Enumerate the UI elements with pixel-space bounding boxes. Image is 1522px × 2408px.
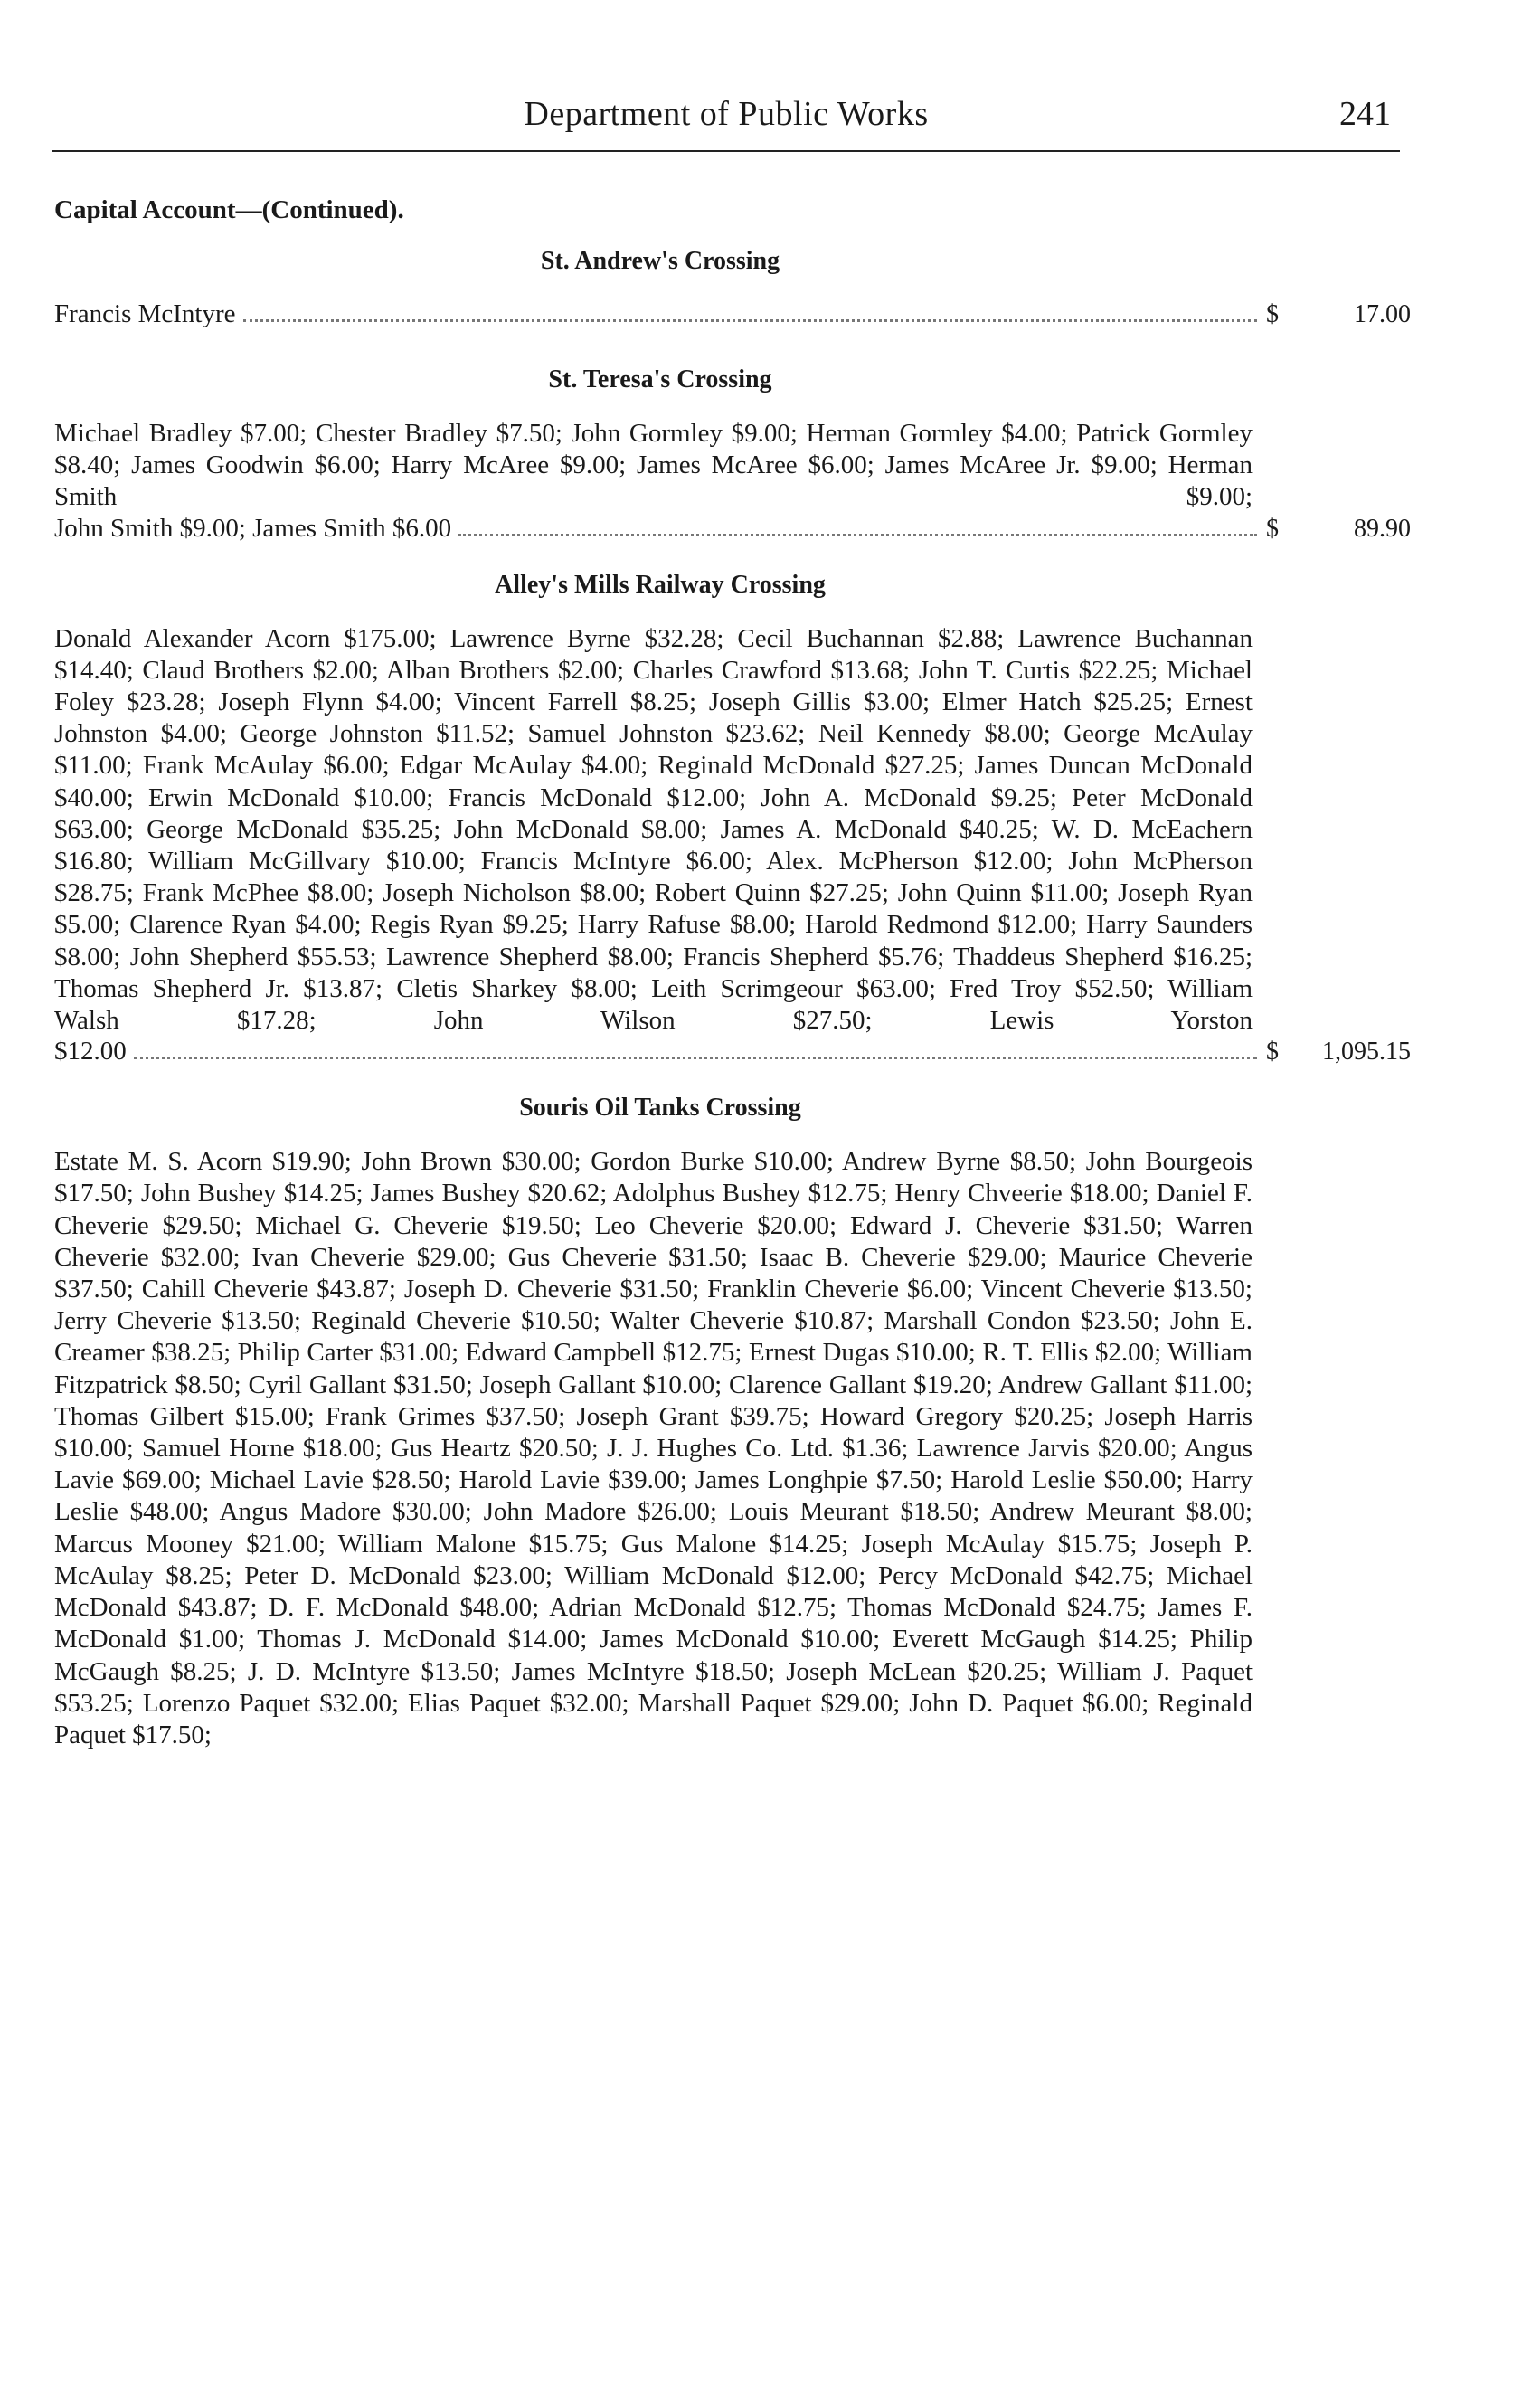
payee-list: Michael Bradley $7.00; Chester Bradley $7.50; John Gormley $9.00; Herman Gormley $4.00; Patrick Gormley $8.40; James Goodwin $6.00; Harry McAree $9.00; James McAree $6.00; James McAree Jr. $9.00; Herman Smith $9.00; (54, 419, 1253, 512)
payee-list: Estate M. S. Acorn $19.90; John Brown $30.00; Gordon Burke $10.00; Andrew Byrne $8.50; John Bourgeois $17.50; John Bushey $14.25; James Bushey $20.62; Adolphus Bushey $12.75; Henry Chveerie $18.00; Daniel F. Cheverie $29.50; Michael G. Cheverie $19.50; Leo Cheverie $20.00; Edward J. Cheverie $31.50; Warren Cheverie $32.00; Ivan Cheverie $29.00; Gus Cheverie $31.50; Isaac B. Cheverie $29.00; Maurice Cheverie $37.50; Cahill Cheverie $43.87; Joseph D. Cheverie $31.50; Franklin Cheverie $6.00; Vincent Cheverie $13.50; Jerry Cheverie $13.50; Reginald Cheverie $10.50; Walter Cheverie $10.87; Marshall Condon $23.50; John E. Creamer $38.25; Philip Carter $31.00; Edward Campbell $12.75; Ernest Dugas $10.00; R. T. Ellis $2.00; William Fitzpatrick $8.50; Cyril Gallant $31.50; Joseph Gallant $10.00; Clarence Gallant $19.20; Andrew Gallant $11.00; Thomas Gilbert $15.00; Frank Grimes $37.50; Joseph Grant $39.75; Howard Gregory $20.25; Joseph Harris $10.00; Samuel Horne $18.00; Gus Heartz $20.50; J. J. Hughes Co. Ltd. $1.36; Lawrence Jarvis $20.00; Angus Lavie $69.00; Michael Lavie $28.50; Harold Lavie $39.00; James Longhpie $7.50; Harold Leslie $50.00; Harry Leslie $48.00; Angus Madore $30.00; John Madore $26.00; Louis Meurant $18.50; Andrew Meurant $8.00; Marcus Mooney $21.00; William Malone $15.75; Gus Malone $14.25; Joseph McAulay $15.75; Joseph P. McAulay $8.25; Peter D. McDonald $23.00; William McDonald $12.00; Percy McDonald $42.75; Michael McDonald $43.87; D. F. McDonald $48.00; Adrian McDonald $12.75; Thomas McDonald $24.75; James F. McDonald $1.00; Thomas J. McDonald $14.00; James McDonald $10.00; Everett McGaugh $14.25; Philip McGaugh $8.25; J. D. McIntyre $13.50; James McIntyre $18.50; Joseph McLean $20.25; William J. Paquet $53.25; Lorenzo Paquet $32.00; Elias Paquet $32.00; Marshall Paquet $29.00; John D. Paquet $6.00; Reginald Paquet $17.50; (54, 1147, 1253, 1749)
entry-text (54, 299, 1266, 329)
payee-list-tail: $12.00 (54, 1037, 127, 1067)
section-heading: St. Andrew's Crossing (540, 247, 780, 275)
ledger-entry (54, 514, 1411, 544)
page-number: 241 (1339, 95, 1391, 133)
page-content (54, 188, 1429, 1751)
entry-amount: 1,095.15 (1322, 1038, 1411, 1067)
page-header (52, 90, 1400, 152)
entry-text (54, 514, 1266, 544)
section-heading: Souris Oil Tanks Crossing (519, 1094, 801, 1123)
payee-list: Donald Alexander Acorn $175.00; Lawrence Byrne $32.28; Cecil Buchannan $2.88; Lawrence Buchannan $14.40; Claud Brothers $2.00; Alban Brothers $2.00; Charles Crawford $13.68; John T. Curtis $22.25; Michael Foley $23.28; Joseph Flynn $4.00; Vincent Farrell $8.25; Joseph Gillis $3.00; Elmer Hatch $25.25; Ernest Johnston $4.00; George Johnston $11.52; Samuel Johnston $23.62; Neil Kennedy $8.00; George McAulay $11.00; Frank McAulay $6.00; Edgar McAulay $4.00; Reginald McDonald $27.25; James Duncan McDonald $40.00; Erwin McDonald $10.00; Francis McDonald $12.00; John A. McDonald $9.25; Peter McDonald $63.00; George McDonald $35.25; John McDonald $8.00; James A. McDonald $40.25; W. D. McEachern $16.80; William McGillvary $10.00; Francis McIntyre $6.00; Alex. McPherson $12.00; John McPherson $28.75; Frank McPhee $8.00; Joseph Nicholson $8.00; Robert Quinn $27.25; John Quinn $11.00; Joseph Ryan $5.00; Clarence Ryan $4.00; Regis Ryan $9.25; Harry Rafuse $8.00; Harold Redmond $12.00; Harry Saunders $8.00; John Shepherd $55.53; Lawrence Shepherd $8.00; Francis Shepherd $5.76; Thaddeus Shepherd $16.25; Thomas Shepherd Jr. $13.87; Cletis Sharkey $8.00; Leith Scrimgeour $63.00; Fred Troy $52.50; William Walsh $17.28; John Wilson $27.50; Lewis Yorston (54, 623, 1253, 1036)
dot-leader (134, 1057, 1257, 1059)
section-heading: Alley's Mills Railway Crossing (495, 570, 826, 599)
entry-amount: 17.00 (1354, 300, 1411, 328)
dollar-sign: $ (1266, 1038, 1279, 1067)
entry-text (54, 1037, 1266, 1067)
ledger-entry (54, 1037, 1411, 1067)
payee-name: Francis McIntyre (54, 299, 236, 328)
dollar-sign: $ (1266, 300, 1279, 328)
ledger-entry (54, 299, 1411, 329)
payee-list-tail: John Smith $9.00; James Smith $6.00 (54, 513, 452, 543)
entry-amount: 89.90 (1354, 514, 1411, 543)
dollar-sign: $ (1266, 514, 1279, 543)
dot-leader (243, 319, 1257, 322)
dot-leader (458, 534, 1257, 536)
page-title: Department of Public Works (524, 95, 929, 133)
section-heading: St. Teresa's Crossing (548, 365, 772, 393)
section-caption: Capital Account—(Continued). (54, 195, 404, 224)
